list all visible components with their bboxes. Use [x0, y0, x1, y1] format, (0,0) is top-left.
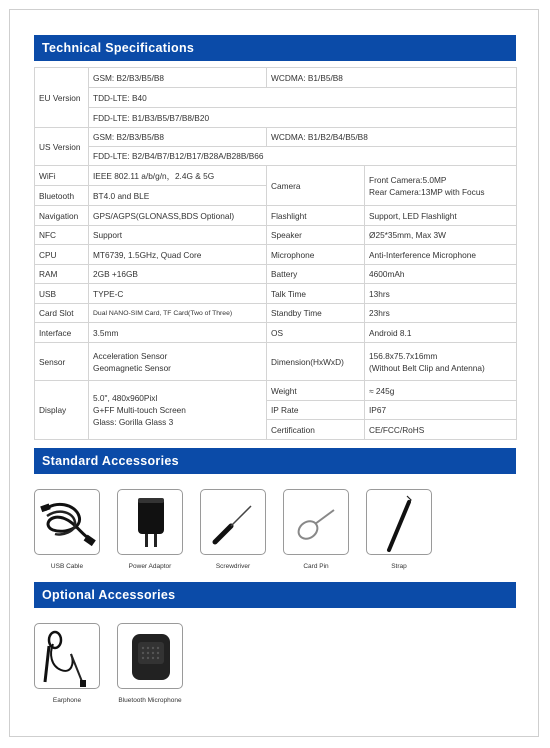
- accessory-label: Card Pin: [303, 563, 329, 570]
- talk-time-label: Talk Time: [267, 284, 365, 304]
- usb-cable-icon: [35, 490, 101, 556]
- standby-time-label: Standby Time: [267, 304, 365, 323]
- dimension-value: [365, 343, 517, 381]
- accessory-power-adaptor: [117, 489, 183, 570]
- camera-label: Camera: [267, 166, 365, 206]
- accessory-label: Power Adaptor: [128, 563, 172, 570]
- accessory-label: Strap: [391, 563, 407, 570]
- ram-label: RAM: [35, 265, 89, 284]
- us-wcdma: WCDMA: B1/B2/B4/B5/B8: [267, 128, 517, 147]
- bluetooth-value: BT4.0 and BLE: [89, 186, 267, 206]
- flashlight-label: Flashlight: [267, 206, 365, 226]
- card-slot-label: Card Slot: [35, 304, 89, 323]
- eu-version-label: EU Version: [35, 68, 89, 128]
- bluetooth-microphone-icon: [118, 624, 184, 690]
- weight-label: Weight: [267, 381, 365, 401]
- spec-table: [34, 67, 517, 440]
- os-label: OS: [267, 323, 365, 343]
- navigation-value: GPS/AGPS(GLONASS,BDS Optional): [89, 206, 267, 226]
- interface-value: 3.5mm: [89, 323, 267, 343]
- os-value: Android 8.1: [365, 323, 517, 343]
- accessory-label: Bluetooth Microphone: [118, 697, 182, 704]
- accessory-earphone: [34, 623, 100, 704]
- us-gsm: GSM: B2/B3/B5/B8: [89, 128, 267, 147]
- accessory-label: USB Cable: [50, 563, 84, 570]
- cpu-value: MT6739, 1.5GHz, Quad Core: [89, 245, 267, 265]
- card-slot-value: Dual NANO-SIM Card, TF Card(Two of Three): [89, 304, 267, 323]
- navigation-label: Navigation: [35, 206, 89, 226]
- ram-value: 2GB +16GB: [89, 265, 267, 284]
- power-adaptor-icon: [118, 490, 184, 556]
- accessory-strap: [366, 489, 432, 570]
- dimension-size: 156.8x75.7x16mm: [369, 350, 438, 361]
- accessory-screwdriver: [200, 489, 266, 570]
- speaker-value: Ø25*35mm, Max 3W: [365, 226, 517, 245]
- dimension-note: (Without Belt Clip and Antenna): [369, 362, 485, 373]
- optional-accessories-header: Optional Accessories: [34, 582, 516, 608]
- ip-rate-label: IP Rate: [267, 401, 365, 420]
- display-value: [89, 381, 267, 440]
- accessory-label: Screwdriver: [215, 563, 251, 570]
- wifi-label: WiFi: [35, 166, 89, 186]
- screwdriver-icon: [201, 490, 267, 556]
- accessory-label: Earphone: [52, 697, 82, 704]
- earphone-icon: [35, 624, 101, 690]
- accessory-card-pin: [283, 489, 349, 570]
- sensor-acceleration: Acceleration Sensor: [93, 350, 168, 361]
- wifi-value: IEEE 802.11 a/b/g/n，2.4G & 5G: [89, 166, 267, 186]
- sensor-label: Sensor: [35, 343, 89, 381]
- usb-label: USB: [35, 284, 89, 304]
- cpu-label: CPU: [35, 245, 89, 265]
- sensor-value: [89, 343, 267, 381]
- bluetooth-label: Bluetooth: [35, 186, 89, 206]
- accessory-usb-cable: [34, 489, 100, 570]
- display-size: 5.0", 480x960Pixl: [93, 393, 158, 403]
- microphone-value: Anti-Interference Microphone: [365, 245, 517, 265]
- standard-accessories-header: Standard Accessories: [34, 448, 516, 474]
- nfc-value: Support: [89, 226, 267, 245]
- weight-value: ≈ 245g: [365, 381, 517, 401]
- eu-wcdma: WCDMA: B1/B5/B8: [267, 68, 517, 88]
- display-glass: Glass: Gorilla Glass 3: [93, 417, 174, 427]
- technical-specifications-header: Technical Specifications: [34, 35, 516, 61]
- usb-value: TYPE-C: [89, 284, 267, 304]
- speaker-label: Speaker: [267, 226, 365, 245]
- camera-front: Front Camera:5.0MP: [369, 174, 447, 185]
- us-fdd-lte: FDD-LTE: B2/B4/B7/B12/B17/B28A/B28B/B66: [89, 147, 517, 166]
- battery-label: Battery: [267, 265, 365, 284]
- us-version-label: US Version: [35, 128, 89, 166]
- accessory-bluetooth-microphone: [117, 623, 183, 704]
- microphone-label: Microphone: [267, 245, 365, 265]
- dimension-label: Dimension(HxWxD): [267, 343, 365, 381]
- sensor-geomagnetic: Geomagnetic Sensor: [93, 362, 171, 373]
- interface-label: Interface: [35, 323, 89, 343]
- talk-time-value: 13hrs: [365, 284, 517, 304]
- strap-icon: [367, 490, 433, 556]
- ip-rate-value: IP67: [365, 401, 517, 420]
- card-pin-icon: [284, 490, 350, 556]
- display-touch: G+FF Multi-touch Screen: [93, 405, 186, 415]
- display-label: Display: [35, 381, 89, 440]
- camera-value: [365, 166, 517, 206]
- eu-tdd-lte: TDD-LTE: B40: [89, 88, 517, 108]
- flashlight-value: Support, LED Flashlight: [365, 206, 517, 226]
- camera-rear: Rear Camera:13MP with Focus: [369, 186, 485, 197]
- standby-time-value: 23hrs: [365, 304, 517, 323]
- eu-fdd-lte: FDD-LTE: B1/B3/B5/B7/B8/B20: [89, 108, 517, 128]
- battery-value: 4600mAh: [365, 265, 517, 284]
- certification-label: Certification: [267, 420, 365, 440]
- nfc-label: NFC: [35, 226, 89, 245]
- eu-gsm: GSM: B2/B3/B5/B8: [89, 68, 267, 88]
- certification-value: CE/FCC/RoHS: [365, 420, 517, 440]
